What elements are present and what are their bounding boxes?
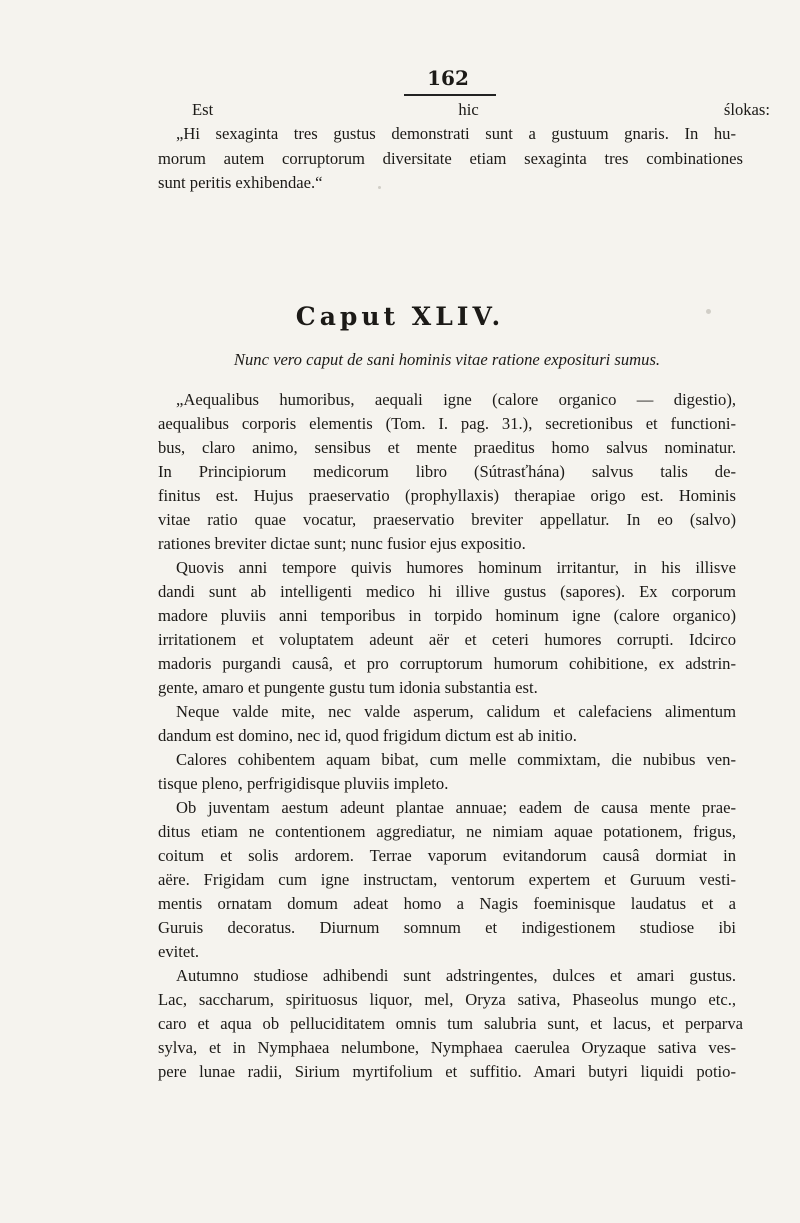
body-line: madoris purgandi causâ, et pro corruptorum humorum cohibitione, ex adstrin- (158, 654, 736, 673)
body-line: dandum est domino, nec id, quod frigidum dictum est ab initio. (158, 726, 577, 745)
body-line: irritationem et voluptatem adeunt aër et ceteri humores corrupti. Idcirco (158, 630, 736, 649)
body-line: madore pluviis anni temporibus in torpido hominum igne (calore organico) (158, 606, 736, 625)
paper-spot (706, 309, 711, 314)
body-line: tisque pleno, perfrigidisque pluviis impleto. (158, 774, 449, 793)
body-line: aequalibus corporis elementis (Tom. I. pag. 31.), secretionibus et functioni- (158, 414, 736, 433)
body-line: Guruis decoratus. Diurnum somnum et indigestionem studiose ibi (158, 918, 736, 937)
body-line: coitum et solis ardorem. Terrae vaporum evitandorum causâ dormiat in (158, 846, 736, 865)
body-line: aëre. Frigidam cum igne instructam, ventorum expertem et Guruum vesti- (158, 870, 736, 889)
intro-line: „Hi sexaginta tres gustus demonstrati sunt a gustuum gnaris. In hu- (176, 124, 736, 143)
body-line: evitet. (158, 942, 200, 961)
body-line: vitae ratio quae vocatur, praeservatio breviter appellatur. In eo (salvo) (158, 510, 736, 529)
body-line: Neque valde mite, nec valde asperum, calidum et calefaciens alimentum (176, 702, 736, 721)
intro-line: morum autem corruptorum diversitate etiam sexaginta tres combinationes (158, 149, 743, 168)
body-line: „Aequalibus humoribus, aequali igne (calore organico — digestio), (176, 390, 736, 409)
body-line: In Principiorum medicorum libro (Sútrasťhána) salvus talis de- (158, 462, 736, 481)
body-line: Quovis anni tempore quivis humores hominum irritantur, in his illisve (176, 558, 736, 577)
body-line: Ob juventam aestum adeunt plantae annuae; eadem de causa mente prae- (176, 798, 736, 817)
body-line: Calores cohibentem aquam bibat, cum melle commixtam, die nubibus ven- (176, 750, 736, 769)
body-line: Lac, saccharum, spirituosus liquor, mel, Oryza sativa, Phaseolus mungo etc., (158, 990, 736, 1009)
body-line: finitus est. Hujus praeservatio (prophyllaxis) therapiae origo est. Hominis (158, 486, 736, 505)
page-number-rule (404, 94, 496, 96)
body-line: mentis ornatam domum adeat homo a Nagis foeminisque laudatus et a (158, 894, 736, 913)
intro-line: Est hic ślokas: (192, 100, 770, 119)
body-line: Autumno studiose adhibendi sunt adstringentes, dulces et amari gustus. (176, 966, 736, 985)
body-line: gente, amaro et pungente gustu tum idonia substantia est. (158, 678, 538, 697)
body-line: dandi sunt ab intelligenti medico hi illive gustus (sapores). Ex corporum (158, 582, 736, 601)
body-line: rationes breviter dictae sunt; nunc fusior ejus expositio. (158, 534, 526, 553)
chapter-title: Caput XLIV. (295, 302, 505, 331)
body-line: pere lunae radii, Sirium myrtifolium et suffitio. Amari butyri liquidi potio- (158, 1062, 736, 1081)
chapter-intro: Nunc vero caput de sani hominis vitae ratione exposituri sumus. (233, 350, 661, 369)
paper-spot (378, 186, 381, 189)
page-number: 162 (427, 66, 469, 90)
body-line: caro et aqua ob pelluciditatem omnis tum salubria sunt, et lacus, et perparva (158, 1014, 743, 1033)
body-line: sylva, et in Nymphaea nelumbone, Nymphaea caerulea Oryzaque sativa ves- (158, 1038, 736, 1057)
body-line: bus, claro animo, sensibus et mente praeditus homo salvus nominatur. (158, 438, 736, 457)
intro-line: sunt peritis exhibendae.“ (158, 173, 323, 192)
body-line: ditus etiam ne contentionem aggrediatur, ne nimiam aquae potationem, frigus, (158, 822, 736, 841)
